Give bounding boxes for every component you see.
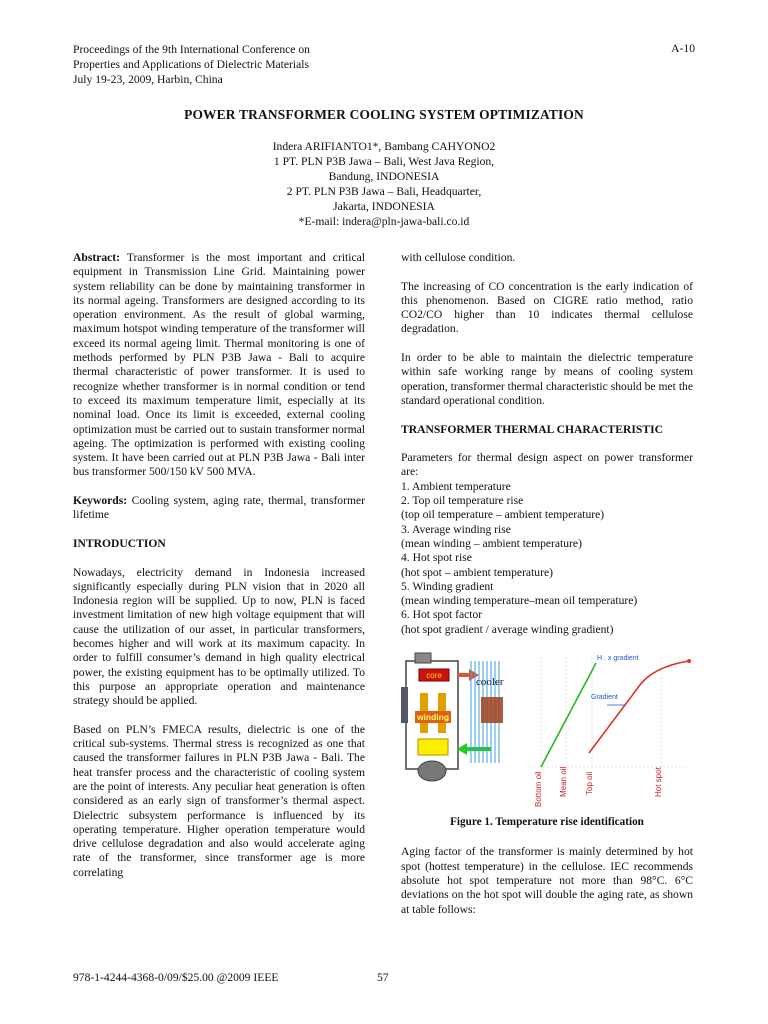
cooler-label: cooler <box>476 676 504 689</box>
left-column <box>73 251 365 894</box>
body-paragraph: with cellulose condition. <box>401 251 516 264</box>
paper-title: POWER TRANSFORMER COOLING SYSTEM OPTIMIZATION <box>184 107 584 122</box>
return-arrow-icon <box>457 743 491 755</box>
abstract <box>73 251 365 480</box>
parameter-item: (top oil temperature – ambient temperature) <box>401 508 605 522</box>
axis-label-mean-oil: Mean oil <box>559 766 568 798</box>
body-paragraph: In order to be able to maintain the dielectric temperature within safe working range by means of cooling system operation, transformer thermal characteristic should be met the standard operational condition. <box>401 351 693 407</box>
author-email: *E-mail: indera@pln-jawa-bali.co.id <box>298 215 470 228</box>
cooler-heat-zone <box>481 697 503 723</box>
parameter-item: (hot spot gradient / average winding gradient) <box>401 622 614 636</box>
parameter-item: 4. Hot spot rise <box>401 551 472 565</box>
affiliation-line: Jakarta, INDONESIA <box>333 200 435 213</box>
temperature-rise-diagram <box>401 647 693 807</box>
parameter-item: 6. Hot spot factor <box>401 608 483 622</box>
diagram-guides <box>531 657 686 767</box>
section-heading-thermal: TRANSFORMER THERMAL CHARACTERISTIC <box>401 422 663 436</box>
parameter-item: (hot spot – ambient temperature) <box>401 565 553 579</box>
abstract-text: Transformer is the most important and critical equipment in Transmission Line Grid. Maintaining power system reliability can be done by maintaining transformer in its normal ageing. Transformers are designed according to its operation environment. As the result of global warming, maximum hotspot winding temperature of the transformer will exceed its normal ageing limit. Thermal monitoring is one of methods performed by PLN P3B Jawa - Bali to acquire thermal characteristic of power transformer. It is used to recognize whether transformer is in normal condition or tend to exceed its maximum temperature limit, especially at its nominal load. Once its limit is exceeded, external cooling optimization must be carried out to sustain transformer normal ageing. The optimization is performed with existing cooling system. It have been carried out at PLN P3B Jawa - Bali inter bus transformer 500/150 kV 500 MVA. <box>73 251 365 479</box>
intro-paragraph: Nowadays, electricity demand in Indonesia increased significantly especially during PLN vision that in 2020 all Indonesia region will be supplied. Up to now, PLN is faced investment limitation of new high voltage equipment that will cause the utilization of our asset, in particular transformers, becomes higher and will work at its maximum capacity. In order to fulfill consumer’s demand in high quality electrical power, the existing equipment has to be optimally utilized. To this purpose an appropriate operation and maintenance strategy should be applied. <box>73 565 365 708</box>
oil-gradient-line <box>541 663 596 767</box>
affiliation-line: 1 PT. PLN P3B Jawa – Bali, West Java Region, <box>273 155 495 168</box>
keywords-label: Keywords: <box>73 494 128 508</box>
paper-code: A-10 <box>671 42 695 55</box>
bottom-base <box>418 761 446 781</box>
axis-label-hot-spot: Hot spot <box>654 767 663 798</box>
body-paragraph: The increasing of CO concentration is the early indication of this phenomenon. Based on CIGRE ratio method, ratio CO2/CO higher than 10 indicates thermal cellulose degradation. <box>401 279 693 336</box>
parameter-item: 1. Ambient temperature <box>401 479 511 493</box>
affiliation-line: Bandung, INDONESIA <box>328 170 440 183</box>
section-heading-introduction: INTRODUCTION <box>73 536 166 550</box>
conference-header <box>73 42 310 87</box>
core-label: core <box>426 671 442 681</box>
tank-side <box>401 687 408 723</box>
winding-label: winding <box>416 712 450 723</box>
params-intro: Parameters for thermal design aspect on power transformer are: <box>401 451 693 479</box>
axis-label-bottom-oil: Bottom oil <box>534 771 543 808</box>
intro-paragraph: Based on PLN’s FMECA results, dielectric is one of the critical sub-systems. Thermal stress is recognized as one that caused the transformer failures in PLN P3B Jawa - Bali. The heat transfer process and the characteristic of cooling system are the point of interests. Any peculiar heat generation is often considered as an early sign of transformer’s thermal aspect. Dielectric subsystem performance is influenced by its operating temperature. Higher operation temperature would drive cellulose degradation and also would accelerate aging rate of the transformer, since transformer age is more correlating <box>73 722 365 879</box>
parameter-item: 2. Top oil temperature rise <box>401 494 524 508</box>
abstract-label: Abstract: <box>73 251 121 264</box>
top-bushing <box>415 653 431 663</box>
footer-isbn: 978-1-4244-4368-0/09/$25.00 @2009 IEEE <box>73 971 279 984</box>
parameter-item: 3. Average winding rise <box>401 522 511 536</box>
right-column <box>401 251 693 931</box>
hotspot-marker <box>687 659 691 663</box>
author-block <box>0 139 768 229</box>
axis-label-top-oil: Top oil <box>585 771 594 796</box>
page-number: 57 <box>377 971 389 984</box>
affiliation-line: 2 PT. PLN P3B Jawa – Bali, Headquarter, <box>286 185 482 198</box>
author-names: Indera ARIFIANTO1*, Bambang CAHYONO2 <box>272 140 496 153</box>
header-line: July 19-23, 2009, Harbin, China <box>73 73 223 86</box>
keywords <box>73 494 365 523</box>
header-line: Properties and Applications of Dielectric Materials <box>73 58 309 71</box>
header-line: Proceedings of the 9th International Conference on <box>73 43 310 56</box>
parameter-item: (mean winding temperature–mean oil temperature) <box>401 594 638 608</box>
parameter-list <box>401 480 693 637</box>
parameter-item: 5. Winding gradient <box>401 579 494 593</box>
body-paragraph: Aging factor of the transformer is mainly determined by hot spot (hottest temperature) in the cellulose. IEC recommends absolute hot spot temperature not more than 98°C. 6°C deviations on the hot spot will double the aging rate, as shown at table follows: <box>401 845 693 916</box>
yellow-block <box>418 739 448 755</box>
hx-gradient-label: H . x gradient <box>597 655 639 663</box>
parameter-item: (mean winding – ambient temperature) <box>401 536 582 550</box>
keywords-text: Cooling system, aging rate, thermal, transformer lifetime <box>73 494 365 522</box>
figure-caption: Figure 1. Temperature rise identification <box>450 816 644 829</box>
gradient-label: Gradient <box>591 694 618 702</box>
figure-temperature-rise <box>401 647 693 807</box>
winding-gradient-line <box>589 661 689 753</box>
